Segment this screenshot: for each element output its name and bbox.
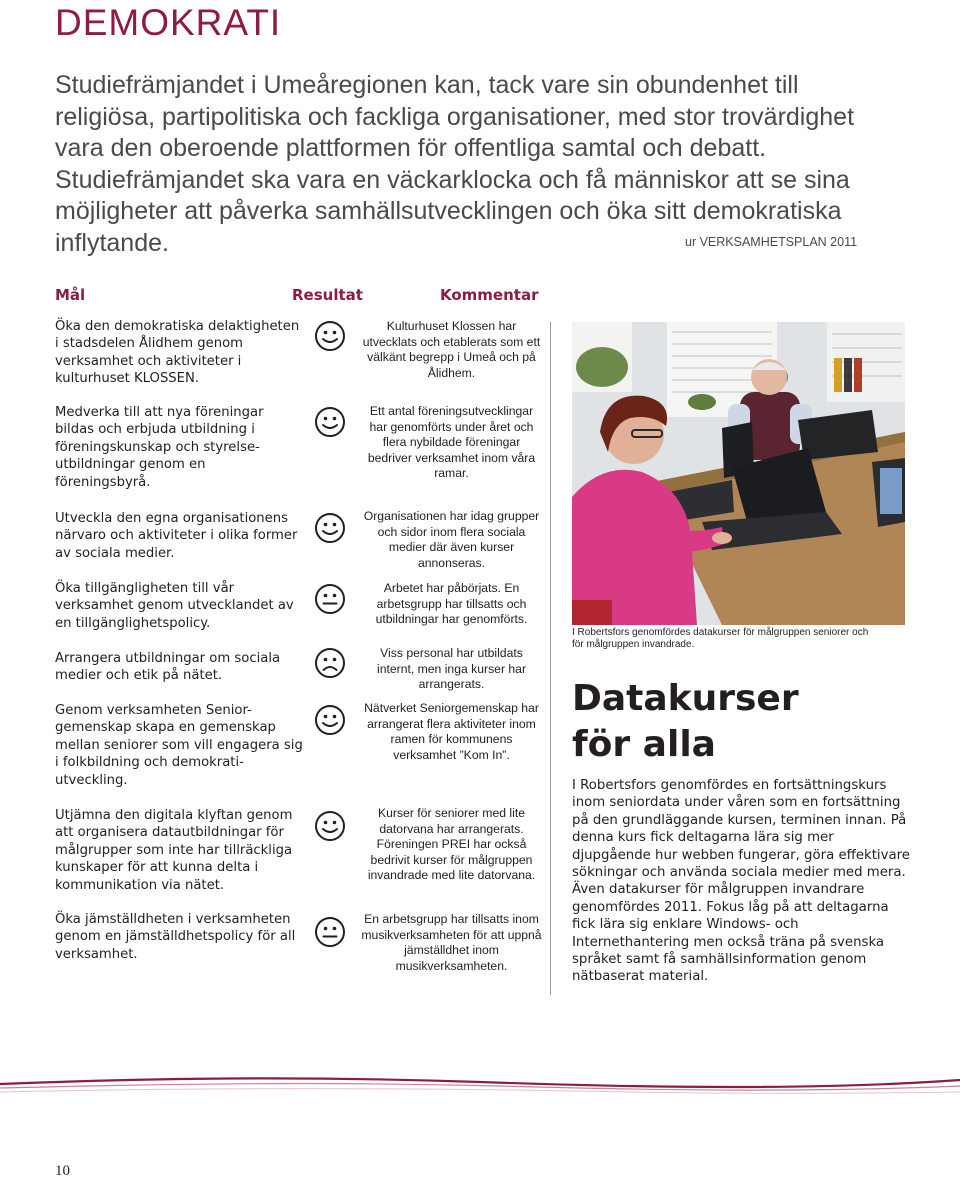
goal-text: Utveckla den egna organisationens närvaro och aktiviteter i olika former av sociala medier. xyxy=(55,511,298,561)
article-body: I Robertsfors genomfördes en fortsättningskurs inom seniordata under våren som en fortsättning på den grundläggande kursen, terminen innan. På denna kurs fick deltagarna lära sig mer djupgående hur webben fungerar, göra effektivare sökningar och använda sociala medier med mera. Även datakurser för målgruppen invandrare genomfördes 2011. Fokus låg på att deltagarna fick lära sig enklare Windows- och Internethantering men också träna på svenska språket samt få samhällsinformation genom nätbaserat material. xyxy=(572,778,910,985)
column-header-comment: Kommentar xyxy=(440,286,539,304)
happy-face-icon xyxy=(314,406,346,438)
goal-text: Öka jämställdheten i verksamheten genom en jämställdhetspolicy för all verksamhet. xyxy=(55,912,296,962)
happy-face-icon xyxy=(314,512,346,544)
happy-face-icon xyxy=(314,320,346,352)
goal-text: Medverka till att nya föreningar bildas och erbjuda utbildning i föreningskunskap och styrelse-utbildningar genom en föreningsbyrå. xyxy=(55,405,264,490)
happy-face-icon xyxy=(314,810,346,842)
page-number: 10 xyxy=(55,1163,70,1179)
comment-text: Nätverket Seniorgemenskap har arrangerat flera aktiviteter inom ramen för kommunens verksamhet ”Kom In”. xyxy=(364,701,539,762)
sad-face-icon xyxy=(314,647,346,679)
goal-text: Öka den demokratiska delaktigheten i stadsdelen Ålidhem genom verksamhet och aktiviteter i kulturhuset KLOSSEN. xyxy=(55,319,300,387)
comment-text: Ett antal föreningsutvecklingar har genomförts under året och flera nybildade föreningar bedriver verksamhet inom våra ramar. xyxy=(367,404,536,481)
happy-face-icon xyxy=(314,704,346,736)
comment-text: Kulturhuset Klossen har utvecklats och etablerats som ett välkänt begrepp i Umeå och på Ålidhem. xyxy=(362,319,541,380)
page-title: DEMOKRATI xyxy=(55,2,282,43)
column-divider xyxy=(550,322,551,995)
photo-illustration xyxy=(572,322,905,625)
headline-line-1: Datakurser xyxy=(572,678,799,719)
goal-text: Arrangera utbildningar om sociala medier och etik på nätet. xyxy=(55,651,281,684)
comment-text: Arbetet har påbörjats. En arbetsgrupp har tillsatts och utbildningar har genomförts. xyxy=(375,581,528,627)
headline-line-2: för alla xyxy=(572,724,716,765)
comment-text: Viss personal har utbildats internt, men inga kurser har arrangerats. xyxy=(376,646,527,692)
comment-text: Kurser för seniorer med lite datorvana har arrangerats. Föreningen PREI har också bedrivit kurser för målgruppen invandrade med lite datorvana. xyxy=(367,806,536,883)
intro-text: Studiefrämjandet i Umeåregionen kan, tack vare sin obundenhet till religiösa, partipolitiska och fackliga organisationer, med stor trovärdighet vara den oberoende plattformen för offentliga samtal och debatt. Studiefrämjandet ska vara en väckarklocka och få människor att se sina möjligheter att påverka samhällsutvecklingen och öka sitt demokratiska inflytande. xyxy=(55,71,855,257)
comment-text: Organisationen har idag grupper och sidor inom flera sociala medier där även kurser annonseras. xyxy=(363,509,540,570)
photo-caption: I Robertsfors genomfördes datakurser för målgruppen seniorer och för målgruppen invandrade. xyxy=(572,627,869,650)
column-header-result: Resultat xyxy=(292,286,363,304)
goal-text: Öka tillgängligheten till vår verksamhet genom utvecklandet av en tillgänglighetspolicy. xyxy=(55,581,294,631)
goal-text: Utjämna den digitala klyftan genom att organisera datautbildningar för målgrupper som inte har tillräckliga kunskaper för att kunna delta i kommunikation via nätet. xyxy=(55,808,293,893)
article-headline xyxy=(572,676,902,768)
intro-source: ur VERKSAMHETSPLAN 2011 xyxy=(685,235,858,249)
column-header-goal: Mål xyxy=(55,286,86,304)
goal-text: Genom verksamheten Senior-gemenskap skapa en gemenskap mellan seniorer som vill engagera sig i folkbildning och demokrati-utveckling. xyxy=(55,703,303,788)
decorative-wave-line xyxy=(0,1070,960,1100)
comment-text: En arbetsgrupp har tillsatts inom musikverksamheten för att uppnå jämställdhet inom musikverksamheten. xyxy=(361,912,542,973)
photo-computer-class xyxy=(572,322,905,625)
neutral-face-icon xyxy=(314,916,346,948)
neutral-face-icon xyxy=(314,583,346,615)
